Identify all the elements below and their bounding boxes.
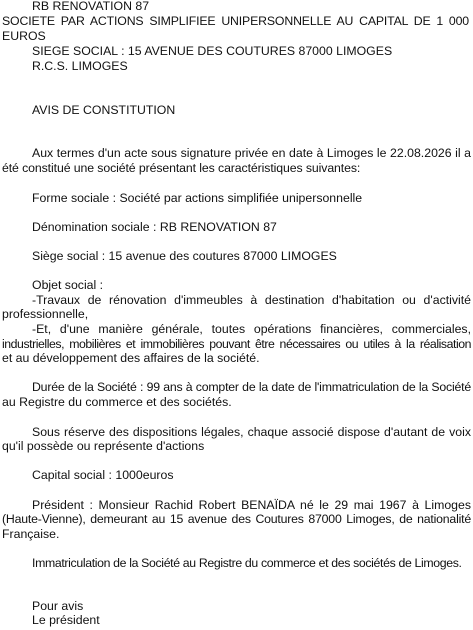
- company-name: RB RENOVATION 87: [32, 0, 150, 13]
- purpose-item-2-line-2: industrielles, mobilières et immobilières pouvant être nécessaires ou utiles à la réalisation: [2, 337, 471, 351]
- legal-form-field: Forme sociale : Société par actions simplifiée unipersonnelle: [32, 191, 363, 205]
- closing-for-notice: Pour avis: [32, 599, 84, 613]
- purpose-item-2-line-3: et au développement des affaires de la société.: [2, 351, 260, 365]
- duration-line-2: au Registre du commerce et des sociétés.: [2, 395, 232, 409]
- purpose-item-1-line-2: professionnelle,: [2, 307, 89, 321]
- head-office-header: SIEGE SOCIAL : 15 AVENUE DES COUTURES 87000 LIMOGES: [32, 44, 393, 58]
- intro-line-1: Aux termes d'un acte sous signature privée en date à Limoges le 22.08.2026 il a: [32, 146, 471, 160]
- notice-title: AVIS DE CONSTITUTION: [32, 103, 176, 117]
- voting-line-2: qu'il possède ou représente d'actions: [2, 439, 205, 453]
- corporate-name-field: Dénomination sociale : RB RENOVATION 87: [32, 220, 277, 234]
- president-line-1: Président : Monsieur Rachid Robert BENAÏDA né le 29 mai 1967 à Limoges: [32, 498, 471, 512]
- registry-header: R.C.S. LIMOGES: [32, 59, 128, 73]
- purpose-item-2-line-1: -Et, d'une manière générale, toutes opérations financières, commerciales,: [32, 322, 471, 336]
- voting-line-1: Sous réserve des dispositions légales, chaque associé dispose d'autant de voix: [32, 425, 471, 439]
- duration-line-1: Durée de la Société : 99 ans à compter de la date de l'immatriculation de la Société: [32, 380, 471, 394]
- intro-line-2: été constitué une société présentant les caractéristiques suivantes:: [2, 161, 361, 175]
- registration-statement: Immatriculation de la Société au Registre du commerce et des sociétés de Limoges.: [32, 556, 462, 570]
- president-line-2: (Haute-Vienne), demeurant au 15 avenue des Coutures 87000 Limoges, de nationalité: [2, 512, 471, 526]
- purpose-heading: Objet social :: [32, 278, 104, 292]
- share-capital-field: Capital social : 1000euros: [32, 468, 174, 482]
- purpose-item-1-line-1: -Travaux de rénovation d'immeubles à destination d'habitation ou d'activité: [32, 293, 471, 307]
- closing-signatory: Le président: [32, 613, 100, 627]
- registered-office-field: Siège social : 15 avenue des coutures 87000 LIMOGES: [32, 249, 337, 263]
- president-line-3: Française.: [2, 527, 60, 541]
- legal-form-header-line-1: SOCIETE PAR ACTIONS SIMPLIFIEE UNIPERSONNELLE AU CAPITAL DE 1 000: [2, 14, 469, 28]
- legal-form-header-line-2: EUROS: [2, 29, 46, 43]
